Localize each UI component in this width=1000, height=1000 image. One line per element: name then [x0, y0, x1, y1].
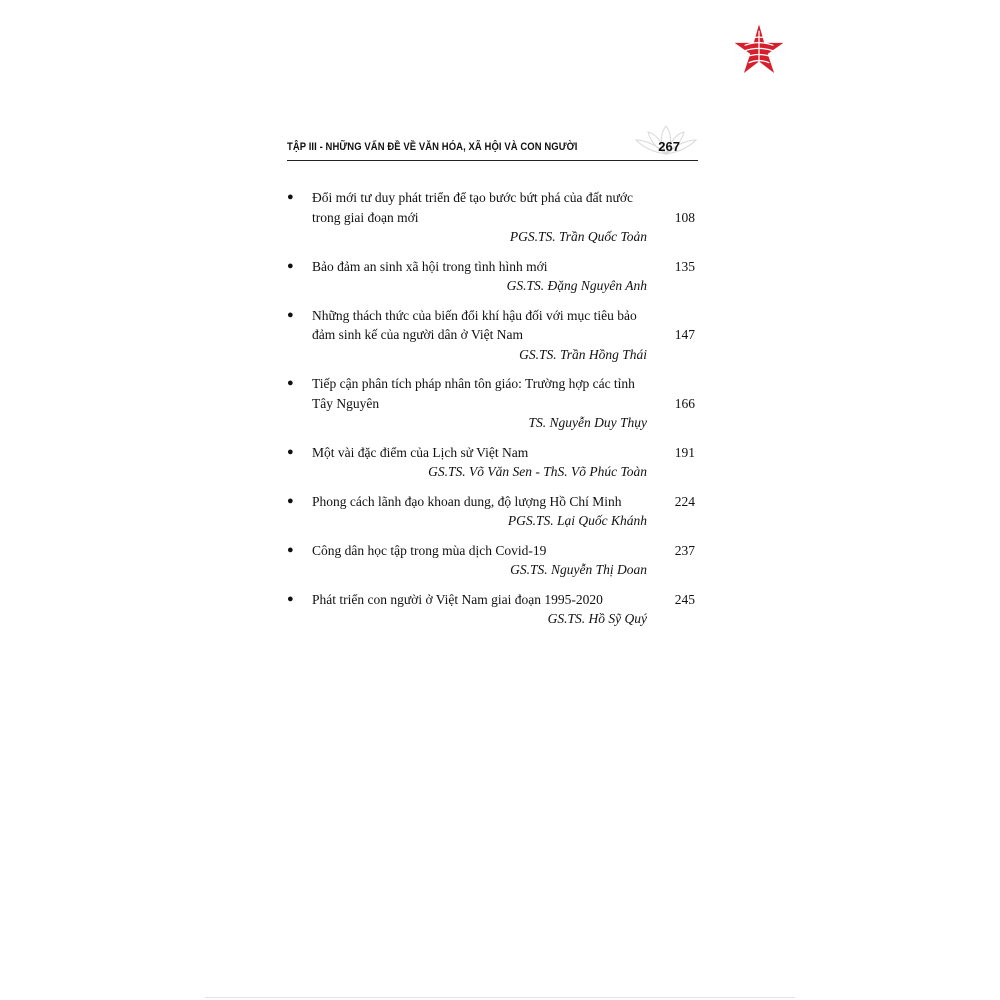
bullet-icon: ● [287, 191, 294, 203]
toc-entry [285, 541, 697, 580]
toc-entry-page: 191 [674, 444, 695, 460]
toc-entry [285, 590, 697, 629]
bullet-icon: ● [287, 308, 294, 321]
toc-entry-page: 147 [674, 327, 695, 342]
toc-entry-page: 245 [674, 591, 695, 607]
toc-entry-author: PGS.TS. Lại Quốc Khánh [507, 513, 647, 528]
bullet-icon: ● [287, 259, 294, 272]
toc-entry [285, 257, 697, 296]
header-page-number: 267 [658, 139, 680, 154]
bullet-icon: ● [287, 445, 294, 458]
toc-entry-author: GS.TS. Hồ Sỹ Quý [547, 611, 647, 626]
toc-entry-author: GS.TS. Võ Văn Sen - ThS. Võ Phúc Toàn [428, 464, 647, 479]
toc-entry-title: Phong cách lãnh đạo khoan dung, độ lượng Hồ Chí Minh [312, 493, 622, 509]
toc-entry [285, 374, 697, 433]
toc-entry [285, 443, 697, 482]
toc-entry-title: Đổi mới tư duy phát triển để tạo bước bứt phá của đất nước trong giai đoạn mới [312, 190, 633, 225]
toc-entry [285, 188, 697, 247]
bullet-icon: ● [287, 494, 294, 507]
toc-entry-author: GS.TS. Trần Hồng Thái [519, 346, 647, 362]
header-title: TẬP III - NHỮNG VẤN ĐỀ VỀ VĂN HÓA, XÃ HỘI VÀ CON NGƯỜI [287, 141, 578, 153]
running-header [287, 136, 698, 161]
bullet-icon: ● [287, 543, 294, 556]
bullet-icon: ● [287, 592, 294, 605]
toc-entry-title: Bảo đảm an sinh xã hội trong tình hình mới [312, 258, 548, 274]
toc-entry-page: 224 [674, 493, 695, 509]
toc-entry-author: GS.TS. Đặng Nguyên Anh [506, 278, 647, 293]
bullet-icon: ● [287, 377, 294, 389]
toc-entry-author: GS.TS. Nguyễn Thị Doan [510, 562, 647, 577]
toc-entry-title: Những thách thức của biến đổi khí hậu đối với mục tiêu bảo đảm sinh kế của người dân ở Việt Nam [312, 307, 637, 342]
toc-entry-title: Công dân học tập trong mùa dịch Covid-19 [312, 542, 547, 558]
toc-entry-author: TS. Nguyễn Duy Thụy [528, 415, 647, 430]
toc-entry-title: Phát triển con người ở Việt Nam giai đoạn 1995-2020 [312, 591, 603, 607]
toc-entry [285, 492, 697, 531]
toc-entry-page: 237 [674, 542, 695, 558]
table-of-contents [285, 188, 697, 639]
toc-entry-page: 108 [674, 209, 695, 225]
toc-entry [285, 306, 697, 365]
toc-entry-title: Tiếp cận phân tích pháp nhân tôn giáo: Trường hợp các tỉnh Tây Nguyên [312, 376, 635, 411]
toc-entry-page: 166 [674, 395, 695, 411]
toc-entry-author: PGS.TS. Trần Quốc Toản [509, 229, 647, 244]
star-emblem-icon [730, 22, 788, 80]
toc-entry-page: 135 [674, 258, 695, 274]
page-edge-divider [205, 997, 795, 998]
toc-entry-title: Một vài đặc điểm của Lịch sử Việt Nam [312, 444, 529, 460]
